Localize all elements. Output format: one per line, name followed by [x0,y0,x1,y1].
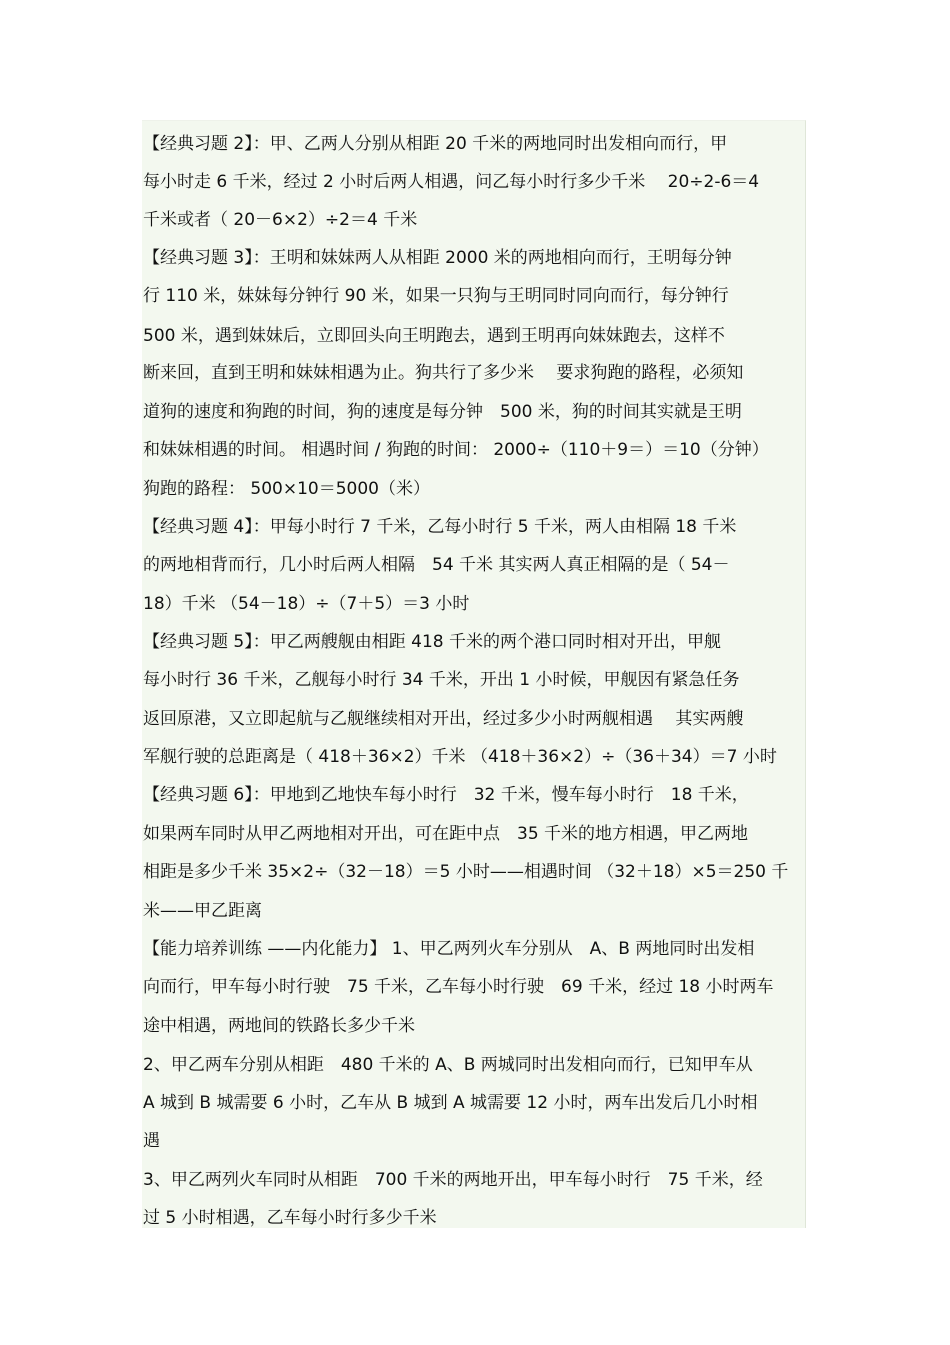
line-12: 18）千米 （54－18）÷（7＋5）＝3 小时 [143,594,470,614]
line-18: 如果两车同时从甲乙两地相对开出，可在距中点 35 千米的地方相遇，甲乙两地 [143,824,749,844]
line-27: 3、甲乙两列火车同时从相距 700 千米的两地开出，甲车每小时行 75 千米，经 [143,1170,763,1190]
line-3: 【经典习题 3】：王明和妹妹两人从相距 2000 米的两地相向而行，王明每分钟 [143,248,732,268]
line-0: 【经典习题 2】：甲、乙两人分别从相距 20 千米的两地同时出发相向而行，甲 [143,134,728,154]
line-23: 途中相遇，两地间的铁路长多少千米 [143,1016,415,1036]
line-17: 【经典习题 6】：甲地到乙地快车每小时行 32 千米，慢车每小时行 18 千米， [143,785,749,805]
line-20: 米——甲乙距离 [143,901,262,921]
line-14: 每小时行 36 千米，乙舰每小时行 34 千米，开出 1 小时候，甲舰因有紧急任务 [143,670,740,690]
line-10: 【经典习题 4】：甲每小时行 7 千米，乙每小时行 5 千米，两人由相隔 18 千米 [143,517,737,537]
line-15: 返回原港，又立即起航与乙舰继续相对开出，经过多少小时两舰相遇 其实两艘 [143,709,744,729]
line-6: 断来回，直到王明和妹妹相遇为止。狗共行了多少米 要求狗跑的路程，必须知 [143,363,744,383]
line-21: 【能力培养训练 ——内化能力】 1、甲乙两列火车分别从 A、B 两地同时出发相 [143,939,755,959]
line-13: 【经典习题 5】：甲乙两艘舰由相距 418 千米的两个港口同时相对开出，甲舰 [143,632,721,652]
line-11: 的两地相背而行，几小时后两人相隔 54 千米 其实两人真正相隔的是（ 54－ [143,555,730,575]
line-16: 军舰行驶的总距离是（ 418＋36×2）千米 （418＋36×2）÷（36＋34）＝7 小时 [143,747,777,767]
line-8: 和妹妹相遇的时间。 相遇时间 / 狗跑的时间： 2000÷（110＋9＝）＝10（分钟） [143,440,769,460]
line-7: 道狗的速度和狗跑的时间，狗的速度是每分钟 500 米，狗的时间其实就是王明 [143,402,742,422]
line-4: 行 110 米，妹妹每分钟行 90 米，如果一只狗与王明同时同向而行，每分钟行 [143,286,729,306]
line-19: 相距是多少千米 35×2÷（32－18）＝5 小时——相遇时间 （32＋18）×5＝250 千 [143,862,789,882]
line-24: 2、甲乙两车分别从相距 480 千米的 A、B 两城同时出发相向而行，已知甲车从 [143,1055,753,1075]
line-9: 狗跑的路程： 500×10＝5000（米） [143,479,430,499]
line-25: A 城到 B 城需要 6 小时，乙车从 B 城到 A 城需要 12 小时，两车出发后几小时相 [143,1093,758,1113]
line-5: 500 米，遇到妹妹后，立即回头向王明跑去，遇到王明再向妹妹跑去，这样不 [143,326,725,346]
line-2: 千米或者（ 20－6×2）÷2＝4 千米 [143,210,418,230]
line-28: 过 5 小时相遇，乙车每小时行多少千米 [143,1208,437,1228]
line-1: 每小时走 6 千米，经过 2 小时后两人相遇，问乙每小时行多少千米 20÷2-6＝4 [143,172,760,192]
line-26: 遇 [143,1131,160,1151]
line-22: 向而行，甲车每小时行驶 75 千米，乙车每小时行驶 69 千米，经过 18 小时两车 [143,977,774,997]
